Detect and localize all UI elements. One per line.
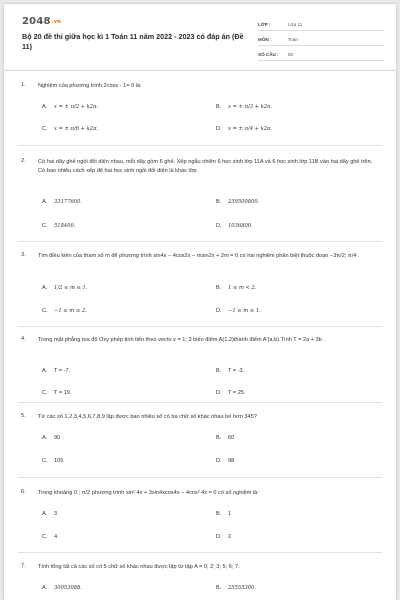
option-label: B. <box>216 199 222 205</box>
option-label: C. <box>42 126 48 132</box>
option-text: T = 25. <box>228 390 246 396</box>
option-text: 1 <box>228 511 232 517</box>
option-a[interactable] <box>42 285 88 291</box>
option-text: 1/2 ≤ m ≤ 1. <box>54 285 88 291</box>
meta-row-subject <box>258 33 384 46</box>
meta-key: MÔN : <box>258 36 272 42</box>
question-number: 6. <box>21 489 26 495</box>
meta-value: Toán <box>288 36 298 42</box>
option-b[interactable] <box>216 585 256 591</box>
option-text: 3 <box>54 511 58 517</box>
option-label: B. <box>216 104 222 110</box>
question-number: 5. <box>21 413 26 419</box>
option-label: A. <box>42 199 48 205</box>
question-divider <box>18 552 382 553</box>
question-text: Có hai dãy ghế ngồi đối diện nhau, mỗi dãy gồm 6 ghế. Xếp ngẫu nhiên 6 học sinh lớp 11A và 6 học sinh lớp 11B vào hai dãy ghế trên. Có bao nhiêu cách xếp để hai học sinh ngồi đối diện là khác lớp. <box>38 159 373 174</box>
question-text: Tính tổng tất cả các số có 5 chữ số khác nhau được lập từ tập A = 0; 2; 3; 5; 6; 7. <box>38 564 240 570</box>
question-divider <box>18 326 382 327</box>
logo-suffix: .vn <box>51 19 61 25</box>
option-text: x = ± π/2 + k2π. <box>54 104 99 110</box>
option-text: 518400. <box>54 223 76 229</box>
question-text: Từ các số 1,2,3,4,5,6,7,8,9 lập được bao nhiêu số có ba chữ số khác nhau bé hơn 345? <box>38 414 257 420</box>
option-label: C. <box>42 223 48 229</box>
option-a[interactable] <box>42 199 82 205</box>
option-c[interactable] <box>42 126 98 132</box>
question-number: 7. <box>21 563 26 569</box>
question-divider <box>18 402 382 403</box>
question-text: Trong mặt phẳng tọa độ Oxy phép tịnh tiến theo vecto v = 1; 3 biến điểm A(1,2)thành điểm A'(a,b).Tính T = 2a + 3b . <box>38 337 325 343</box>
option-label: B. <box>216 511 222 517</box>
option-a[interactable] <box>42 435 60 441</box>
option-d[interactable] <box>216 390 245 396</box>
option-label: D. <box>216 126 222 132</box>
meta-panel <box>258 18 384 63</box>
option-d[interactable] <box>216 308 261 314</box>
option-text: T = 19. <box>54 390 72 396</box>
option-b[interactable] <box>216 511 231 517</box>
meta-key: LỚP : <box>258 21 271 27</box>
option-text: 60 <box>228 435 235 441</box>
header-divider <box>4 70 396 71</box>
question-text: Nghiệm của phương trình 2cosx - 1= 0 là: <box>38 83 142 89</box>
meta-key: SỐ CÂU : <box>258 51 279 57</box>
option-d[interactable] <box>216 126 272 132</box>
logo-text: 2048 <box>22 16 51 27</box>
question-divider <box>18 241 382 242</box>
option-text: x = ± π/4 + k2π. <box>228 126 273 132</box>
question-text: Tìm điều kiện của tham số m để phương trình sin4x − 4cos2x − msin2x + 2m = 0 có hai nghiệm phân biệt thuộc đoạn −3π/2; π/4 . <box>38 253 360 259</box>
option-label: B. <box>216 585 222 591</box>
option-text: x = ± π/3 + k2π. <box>228 104 273 110</box>
option-text: T = -7. <box>54 368 71 374</box>
option-text: 4 <box>54 534 58 540</box>
question-number: 1. <box>21 82 26 88</box>
question-divider <box>18 145 382 146</box>
option-a[interactable] <box>42 511 57 517</box>
meta-row-class <box>258 18 384 31</box>
document-header <box>4 4 396 66</box>
option-label: B. <box>216 435 222 441</box>
option-label: B. <box>216 285 222 291</box>
option-label: D. <box>216 390 222 396</box>
option-a[interactable] <box>42 104 98 110</box>
question-number: 2. <box>21 158 26 164</box>
option-text: T = -3. <box>228 368 245 374</box>
option-text: 30053088. <box>54 585 83 591</box>
question-number: 3. <box>21 252 26 258</box>
option-label: D. <box>216 308 222 314</box>
option-label: D. <box>216 534 222 540</box>
option-b[interactable] <box>216 199 259 205</box>
option-label: B. <box>216 368 222 374</box>
option-b[interactable] <box>216 285 256 291</box>
option-label: A. <box>42 511 48 517</box>
document-title: Bộ 20 đề thi giữa học kì 1 Toán 11 năm 2022 - 2023 có đáp án (Đề 11) <box>22 32 244 51</box>
option-text: 2 <box>228 534 232 540</box>
question-number: 4. <box>21 336 26 342</box>
meta-value: 50 <box>288 51 294 57</box>
option-text: 1036800. <box>228 223 253 229</box>
option-d[interactable] <box>216 534 231 540</box>
option-b[interactable] <box>216 435 234 441</box>
option-label: A. <box>42 368 48 374</box>
option-d[interactable] <box>216 458 234 464</box>
option-b[interactable] <box>216 368 244 374</box>
option-a[interactable] <box>42 585 82 591</box>
option-c[interactable] <box>42 534 57 540</box>
meta-row-question-count <box>258 48 384 61</box>
question-text: Trong khoảng 0 ; π/2 phương trình sin² 4x + 3sin4xcos4x − 4cos² 4x = 0 có số nghiệm là: <box>38 490 259 496</box>
option-a[interactable] <box>42 368 70 374</box>
option-label: C. <box>42 534 48 540</box>
option-label: A. <box>42 285 48 291</box>
option-label: A. <box>42 435 48 441</box>
option-c[interactable] <box>42 223 75 229</box>
option-text: −1 ≤ m ≤ 2. <box>54 308 87 314</box>
option-text: 33177600. <box>54 199 83 205</box>
option-d[interactable] <box>216 223 253 229</box>
option-text: x = ± π/6 + k2π. <box>54 126 99 132</box>
option-text: 105 <box>54 458 64 464</box>
meta-value: Lớp 11 <box>288 21 303 27</box>
option-label: D. <box>216 458 222 464</box>
option-text: 25555300. <box>228 585 257 591</box>
option-label: A. <box>42 104 48 110</box>
option-label: C. <box>42 308 48 314</box>
option-label: A. <box>42 585 48 591</box>
question-divider <box>18 477 382 478</box>
option-text: 98 <box>228 458 235 464</box>
option-text: 239500800. <box>228 199 260 205</box>
option-text: −1 ≤ m ≤ 1. <box>228 308 261 314</box>
option-text: 90 <box>54 435 61 441</box>
option-b[interactable] <box>216 104 272 110</box>
option-label: C. <box>42 390 48 396</box>
option-c[interactable] <box>42 308 87 314</box>
option-c[interactable] <box>42 458 63 464</box>
option-c[interactable] <box>42 390 71 396</box>
option-label: C. <box>42 458 48 464</box>
option-label: D. <box>216 223 222 229</box>
document-page <box>4 4 396 600</box>
option-text: 1 ≤ m < 2. <box>228 285 257 291</box>
